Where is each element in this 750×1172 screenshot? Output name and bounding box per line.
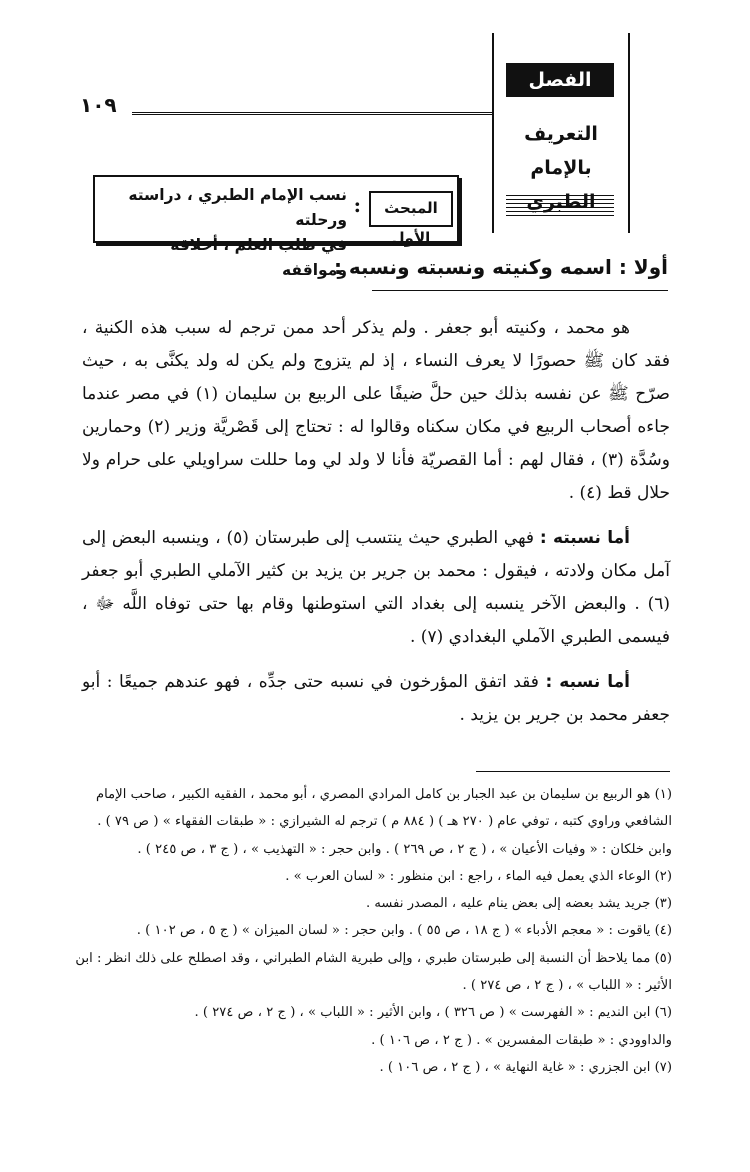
paragraph-lineage [82, 666, 670, 732]
heading-underline [372, 290, 668, 291]
section-title-line-1: نسب الإمام الطبري ، دراسته ورحلته [128, 186, 347, 229]
paragraph-nisba [82, 522, 670, 654]
footnote-line: الشافعي وراوي كتبه ، توفي عام ( ٢٧٠ هـ ) ( ٨٨٤ م ) ترجم له الشيرازي : « طبقات الفقهاء » ( ص ٧٩ ) . [97, 814, 672, 830]
footnote-separator [476, 771, 670, 772]
footnote-line: (٧) ابن الجزري : « غاية النهاية » ، ( ج ٢ ، ص ١٠٦ ) . [379, 1059, 672, 1075]
chapter-decoration-lines [506, 195, 614, 219]
section-title-line-2: في طلب العلم ، أخلاقه ومواقفه [170, 236, 347, 279]
section-label: المبحث الأول [369, 191, 453, 227]
chapter-title-line-2: الطبري [526, 191, 596, 213]
footnote-line: وابن خلكان : « وفيات الأعيان » ، ( ج ٢ ، ص ٢٦٩ ) . وابن حجر : « التهذيب » ، ( ج ٣ ، ص ٢٤٥ ) . [137, 841, 672, 857]
footnotes [75, 781, 672, 1081]
paragraph-lineage-lead: أما نسبه : [545, 672, 631, 692]
chapter-box [492, 33, 630, 233]
footnote-line: (٥) مما يلاحظ أن النسبة إلى طبرستان طبري ، وإلى طبرية الشام الطبراني ، وقد اصطلح على ذلك انظر : ابن [75, 950, 672, 966]
section-title [101, 183, 347, 283]
footnote-line: (٢) الوعاء الذي يعمل فيه الماء ، راجع : ابن منظور : « لسان العرب » . [285, 868, 672, 884]
section-colon: : [353, 193, 361, 217]
page-number: ١٠٩ [80, 93, 117, 117]
paragraph-nisba-lead: أما نسبته : [539, 528, 630, 548]
header-rule [132, 112, 492, 115]
subsection-heading: أولا : اسمه وكنيته ونسبته ونسبه : [333, 255, 668, 279]
paragraph-name: هو محمد ، وكنيته أبو جعفر . ولم يذكر أحد ممن ترجم له سبب هذه الكنية ، فقد كان ﷺ حصورًا لا يعرف النساء ، إذ لم يتزوج ولم يكن له ولد يكنَّى به ، حيث صرّح ﷺ عن نفسه بذلك حين حلَّ ضيفًا على الربيع بن سليمان (١) في مصر عندما جاءه أصحاب الربيع في مكان سكناه وقالوا له : تحتاج إلى قَصْريَّة وزير (٢) وحمارين وسُدَّة (٣) ، فقال لهم : أما القصريّة فأنا لا ولد لي وما حللت سراويلي على حرام ولا حلال قط (٤) . [82, 318, 670, 503]
section-box [93, 175, 459, 279]
footnote-line: (٦) ابن النديم : « الفهرست » ( ص ٣٢٦ ) ، وابن الأثير : « اللباب » ، ( ج ٢ ، ص ٢٧٤ ) . [194, 1005, 672, 1021]
chapter-label: الفصل الثاني [506, 63, 614, 97]
body-text [82, 312, 670, 744]
footnote-line: (٣) جريد يشد بعضه إلى بعض ينام عليه ، المصدر نفسه . [365, 896, 672, 912]
paragraph-nisba-text: فهي الطبري حيث ينتسب إلى طبرستان (٥) ، وينسبه البعض إلى آمل مكان ولادته ، فيقول : محمد بن جرير بن يزيد بن كثير الآملي الطبري أبو جعفر (٦) . والبعض الآخر ينسبه إلى بغداد التي استوطنها وقام بها حتى توفاه اللَّه ﷻ ، فيسمى الطبري الآملي البغدادي (٧) . [82, 528, 670, 647]
footnote-line: (١) هو الربيع بن سليمان بن عبد الجبار بن كامل المرادي المصري ، أبو محمد ، الفقيه الكبير ، صاحب الإمام [96, 787, 672, 802]
footnote-line: والداوودي : « طبقات المفسرين » . ( ج ٢ ، ص ١٠٦ ) . [371, 1032, 672, 1048]
paragraph-lineage-text: فقد اتفق المؤرخون في نسبه حتى جدِّه ، فهو عندهم جميعًا : أبو جعفر محمد بن جرير بن يزيد . [82, 672, 670, 725]
chapter-title-line-1: التعريف بالإمام [524, 123, 598, 179]
footnote-line: الأثير : « اللباب » ، ( ج ٢ ، ص ٢٧٤ ) . [462, 978, 672, 994]
footnote-line: (٤) ياقوت : « معجم الأدباء » ( ج ١٨ ، ص ٥٥ ) . وابن حجر : « لسان الميزان » ( ج ٥ ، ص ١٠٢ ) . [136, 923, 672, 939]
